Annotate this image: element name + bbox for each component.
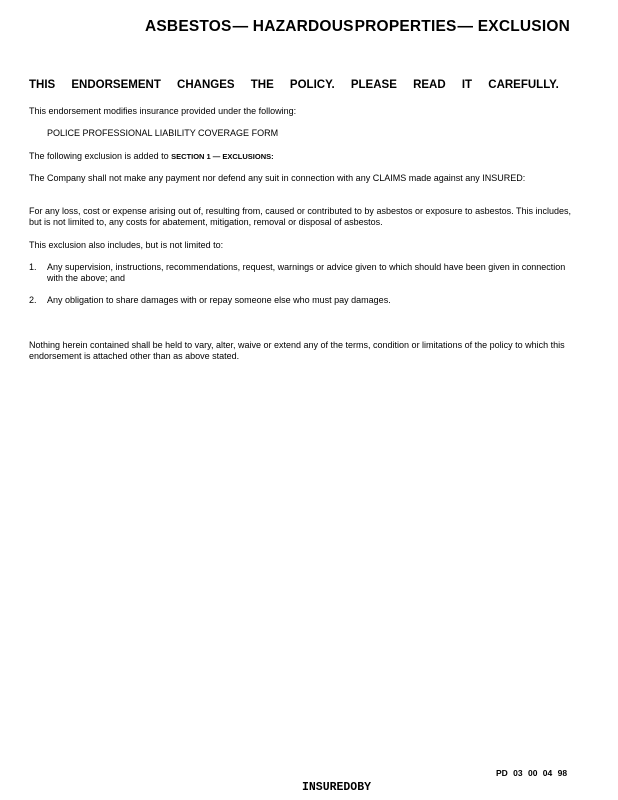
page-title (145, 18, 570, 36)
list-item-text: Any obligation to share damages with or repay someone else who must pay damages. (47, 295, 391, 305)
list-item-number: 2. (29, 295, 37, 305)
title-word: — HAZARDOUS (232, 18, 354, 35)
coverage-form-name: POLICE PROFESSIONAL LIABILITY COVERAGE FORM (47, 128, 279, 138)
paragraph-claims: The Company shall not make any payment nor defend any suit in connection with any CLAIMS made against any INSURED: (29, 173, 526, 183)
list-item-number: 1. (29, 262, 37, 272)
paragraph-asbestos-loss: For any loss, cost or expense arising out of, resulting from, caused or contributed to by asbestos or exposure to asbestos. This includes, but is not limited to, any costs for abatement, mitigation, removal or disposal of asbestos. (29, 206, 571, 227)
list-item (29, 262, 571, 286)
list-item (29, 295, 571, 307)
form-number: PD 03 00 04 98 (496, 768, 568, 778)
footer-text: INSUREDOBY (302, 781, 372, 794)
title-word: — EXCLUSION (457, 18, 570, 35)
closing-paragraph: Nothing herein contained shall be held to vary, alter, waive or extend any of the terms, condition or limitations of the policy to which this endorsement is attached other than as above stated. (29, 340, 565, 361)
paragraph-also-includes: This exclusion also includes, but is not limited to: (29, 240, 224, 250)
exclusion-added-prefix: The following exclusion is added to (29, 151, 169, 161)
intro-text: This endorsement modifies insurance provided under the following: (29, 106, 297, 116)
exclusion-added-line (29, 151, 571, 162)
title-word: ASBESTOS (145, 18, 232, 35)
section-reference: SECTION 1 — EXCLUSIONS: (171, 152, 274, 161)
policy-change-notice: THIS ENDORSEMENT CHANGES THE POLICY. PLEASE READ IT CAREFULLY. (29, 79, 559, 91)
title-word: PROPERTIES (354, 18, 457, 35)
list-item-text: Any supervision, instructions, recommendations, request, warnings or advice given to which should have been given in connection with the above; and (47, 262, 566, 283)
